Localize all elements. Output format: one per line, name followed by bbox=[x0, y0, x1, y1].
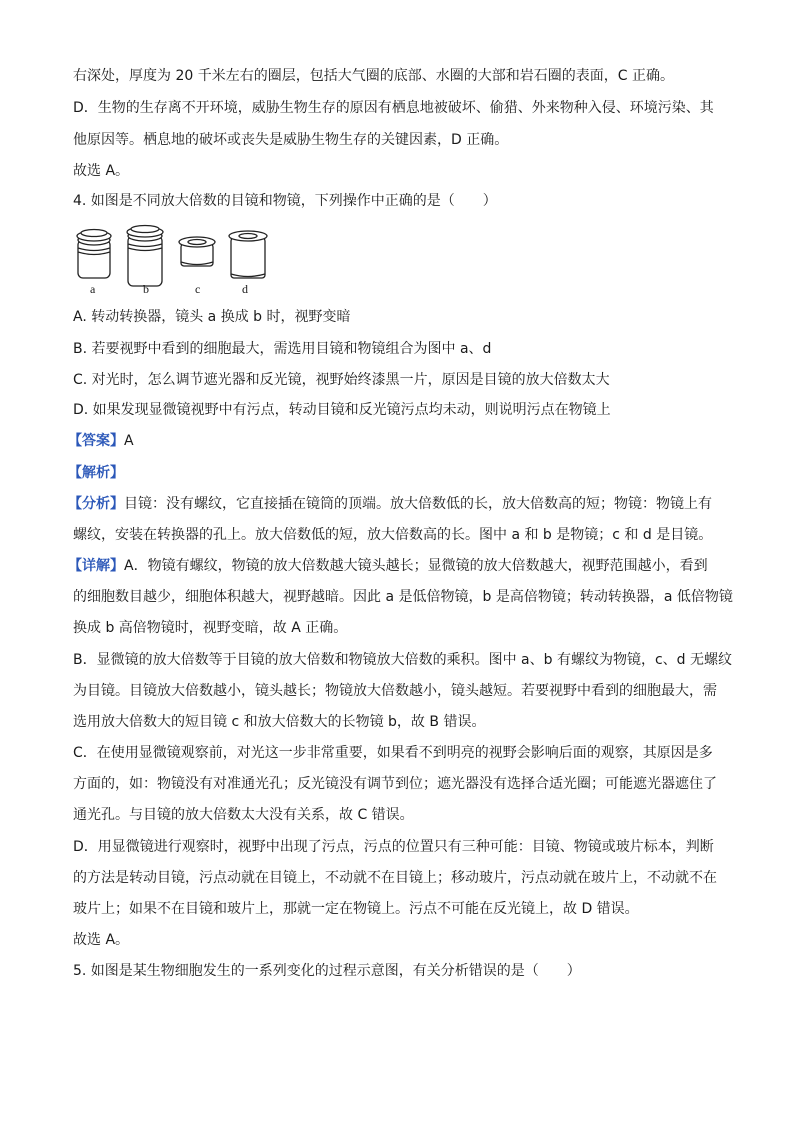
answer-value: A bbox=[124, 433, 134, 449]
option-a: A. 转动转换器，镜头 a 换成 b 时，视野变暗 bbox=[73, 309, 351, 325]
question-5-stem: 5. 如图是某生物细胞发生的一系列变化的过程示意图，有关分析错误的是（ ） bbox=[73, 963, 581, 979]
analysis-tag: 【解析】 bbox=[68, 465, 124, 481]
analysis-line: 的方法是转动目镜，污点动就在目镜上，不动就不在目镜上；移动玻片，污点动就在玻片上，不动就不在 bbox=[73, 870, 717, 886]
objective-lens-a bbox=[77, 230, 111, 279]
eyepiece-lens-d bbox=[229, 231, 267, 278]
lens-label-b: b bbox=[143, 282, 149, 296]
lens-label-c: c bbox=[195, 282, 201, 296]
option-b: B. 若要视野中看到的细胞最大，需选用目镜和物镜组合为图中 a、d bbox=[73, 341, 492, 357]
lens-label-d: d bbox=[242, 282, 248, 296]
question-4-stem: 4. 如图是不同放大倍数的目镜和物镜，下列操作中正确的是（ ） bbox=[73, 193, 497, 209]
text-line: 故选 A。 bbox=[73, 163, 130, 179]
analysis-text: A．物镜有螺纹，物镜的放大倍数越大镜头越长；显微镜的放大倍数越大，视野范围越小，看到 bbox=[124, 558, 708, 574]
text-line: 右深处，厚度为 20 千米左右的圈层，包括大气圈的底部、水圈的大部和岩石圈的表面，C 正确。 bbox=[73, 68, 674, 84]
answer-tag: 【答案】 bbox=[68, 433, 124, 449]
analysis-text: 目镜：没有螺纹，它直接插在镜筒的顶端。放大倍数低的长，放大倍数高的短；物镜：物镜上有 bbox=[124, 496, 712, 512]
text-line: 他原因等。栖息地的破坏或丧失是威胁生物生存的关键因素，D 正确。 bbox=[73, 132, 509, 148]
option-d: D. 如果发现显微镜视野中有污点，转动目镜和反光镜污点均未动，则说明污点在物镜上 bbox=[73, 402, 611, 418]
text-line: D．生物的生存离不开环境，威胁生物生存的原因有栖息地被破坏、偷猎、外来物种入侵、环境污染、其 bbox=[73, 100, 714, 116]
analysis-line: 换成 b 高倍物镜时，视野变暗，故 A 正确。 bbox=[73, 620, 348, 636]
analysis-line bbox=[68, 494, 712, 514]
analysis-line: B．显微镜的放大倍数等于目镜的放大倍数和物镜放大倍数的乘积。图中 a、b 有螺纹为物镜，c、d 无螺纹 bbox=[73, 652, 733, 668]
analysis-line: 故选 A。 bbox=[73, 932, 130, 948]
analysis-line bbox=[68, 556, 708, 576]
analysis-line: 螺纹，安装在转换器的孔上。放大倍数低的短，放大倍数高的长。图中 a 和 b 是物镜；c 和 d 是目镜。 bbox=[73, 527, 713, 543]
analysis-line: C．在使用显微镜观察前，对光这一步非常重要，如果看不到明亮的视野会影响后面的观察，其原因是多 bbox=[73, 745, 713, 761]
analysis-line: 为目镜。目镜放大倍数越小，镜头越长；物镜放大倍数越小，镜头越短。若要视野中看到的细胞最大，需 bbox=[73, 683, 717, 699]
answer-line bbox=[68, 431, 134, 451]
analysis-heading bbox=[68, 463, 124, 483]
analysis-line: 玻片上；如果不在目镜和玻片上，那就一定在物镜上。污点不可能在反光镜上，故 D 错误。 bbox=[73, 901, 639, 917]
lens-label-a: a bbox=[90, 282, 96, 296]
option-c: C. 对光时，怎么调节遮光器和反光镜，视野始终漆黑一片，原因是目镜的放大倍数太大 bbox=[73, 372, 610, 388]
objective-lens-b bbox=[127, 226, 163, 287]
analysis-line: 的细胞数目越少，细胞体积越大，视野越暗。因此 a 是低倍物镜，b 是高倍物镜；转动转换器，a 低倍物镜 bbox=[73, 589, 733, 605]
analysis-line: D．用显微镜进行观察时，视野中出现了污点，污点的位置只有三种可能：目镜、物镜或玻片标本，判断 bbox=[73, 839, 714, 855]
analysis-line: 通光孔。与目镜的放大倍数太大没有关系，故 C 错误。 bbox=[73, 807, 414, 823]
analysis-sub-tag: 【分析】 bbox=[68, 496, 124, 512]
analysis-line: 选用放大倍数大的短目镜 c 和放大倍数大的长物镜 b，故 B 错误。 bbox=[73, 714, 486, 730]
lens-figure bbox=[70, 222, 280, 300]
analysis-line: 方面的，如：物镜没有对准通光孔；反光镜没有调节到位；遮光器没有选择合适光圈；可能遮光器遮住了 bbox=[73, 776, 717, 792]
detail-tag: 【详解】 bbox=[68, 558, 124, 574]
eyepiece-lens-c bbox=[179, 237, 215, 266]
